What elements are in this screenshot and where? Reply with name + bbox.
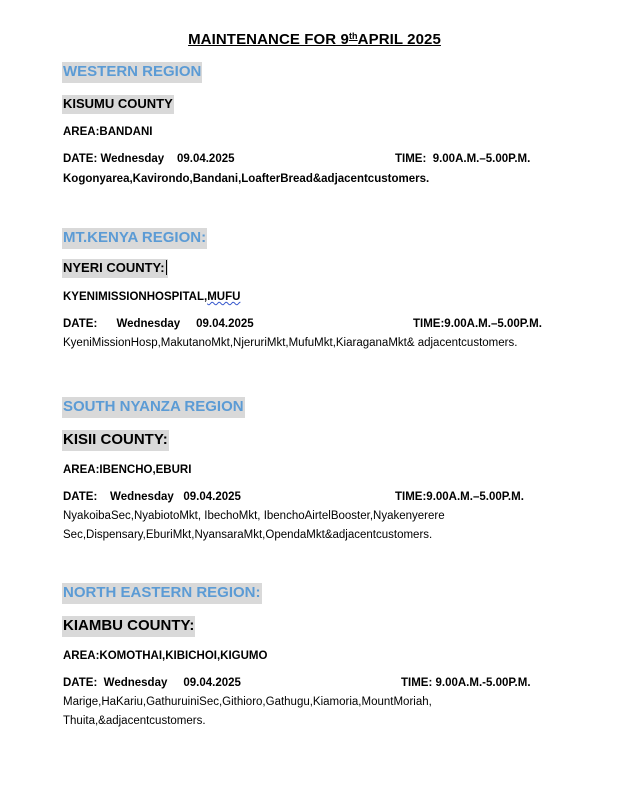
date-line-kiambu: DATE: Wednesday 09.04.2025 bbox=[63, 677, 241, 689]
locations-kisii-line2: Sec,Dispensary,EburiMkt,NyansaraMkt,OpendaMkt&adjacentcustomers. bbox=[63, 529, 433, 541]
time-line-kisii: TIME:9.00A.M.–5.00P.M. bbox=[395, 491, 524, 503]
time-line-kisumu: TIME: 9.00A.M.–5.00P.M. bbox=[395, 153, 531, 165]
county-heading-kisumu: KISUMU COUNTY bbox=[62, 95, 174, 114]
county-heading-kisii: KISII COUNTY: bbox=[62, 430, 169, 451]
county-heading-kiambu: KIAMBU COUNTY: bbox=[62, 616, 195, 637]
region-heading-mtkenya: MT.KENYA REGION: bbox=[62, 228, 207, 249]
region-heading-southnyanza: SOUTH NYANZA REGION bbox=[62, 397, 245, 418]
locations-nyeri: KyeniMissionHosp,MakutanoMkt,NjeruriMkt,MufuMkt,KiaraganaMkt& adjacentcustomers. bbox=[63, 337, 518, 349]
county-heading-nyeri: NYERI COUNTY: bbox=[62, 259, 168, 278]
date-line-kisii: DATE: Wednesday 09.04.2025 bbox=[63, 491, 241, 503]
time-line-kiambu: TIME: 9.00A.M.-5.00P.M. bbox=[401, 677, 531, 689]
locations-kiambu-line1: Marige,HaKariu,GathuruiniSec,Githioro,Gathugu,Kiamoria,MountMoriah, bbox=[63, 696, 432, 708]
region-heading-northeastern: NORTH EASTERN REGION: bbox=[62, 583, 262, 604]
locations-kisii-line1: NyakoibaSec,NyabiotoMkt, IbechoMkt, IbenchoAirtelBooster,Nyakenyerere bbox=[63, 510, 445, 522]
area-line-nyeri: KYENIMISSIONHOSPITAL,MUFU bbox=[63, 291, 241, 303]
area-line-kiambu: AREA:KOMOTHAI,KIBICHOI,KIGUMO bbox=[63, 650, 268, 662]
time-line-nyeri: TIME:9.00A.M.–5.00P.M. bbox=[413, 318, 542, 330]
date-line-nyeri: DATE: Wednesday 09.04.2025 bbox=[63, 318, 254, 330]
area-line-kisii: AREA:IBENCHO,EBURI bbox=[63, 464, 192, 476]
text-cursor bbox=[166, 260, 167, 275]
date-line-kisumu: DATE: Wednesday 09.04.2025 bbox=[63, 153, 235, 165]
locations-kisumu: Kogonyarea,Kavirondo,Bandani,LoafterBread&adjacentcustomers. bbox=[63, 173, 430, 185]
area-line-kisumu: AREA:BANDANI bbox=[63, 126, 153, 138]
document-title: MAINTENANCE FOR 9thAPRIL 2025 bbox=[188, 31, 441, 48]
locations-kiambu-line2: Thuita,&adjacentcustomers. bbox=[63, 715, 206, 727]
region-heading-western: WESTERN REGION bbox=[62, 62, 202, 83]
